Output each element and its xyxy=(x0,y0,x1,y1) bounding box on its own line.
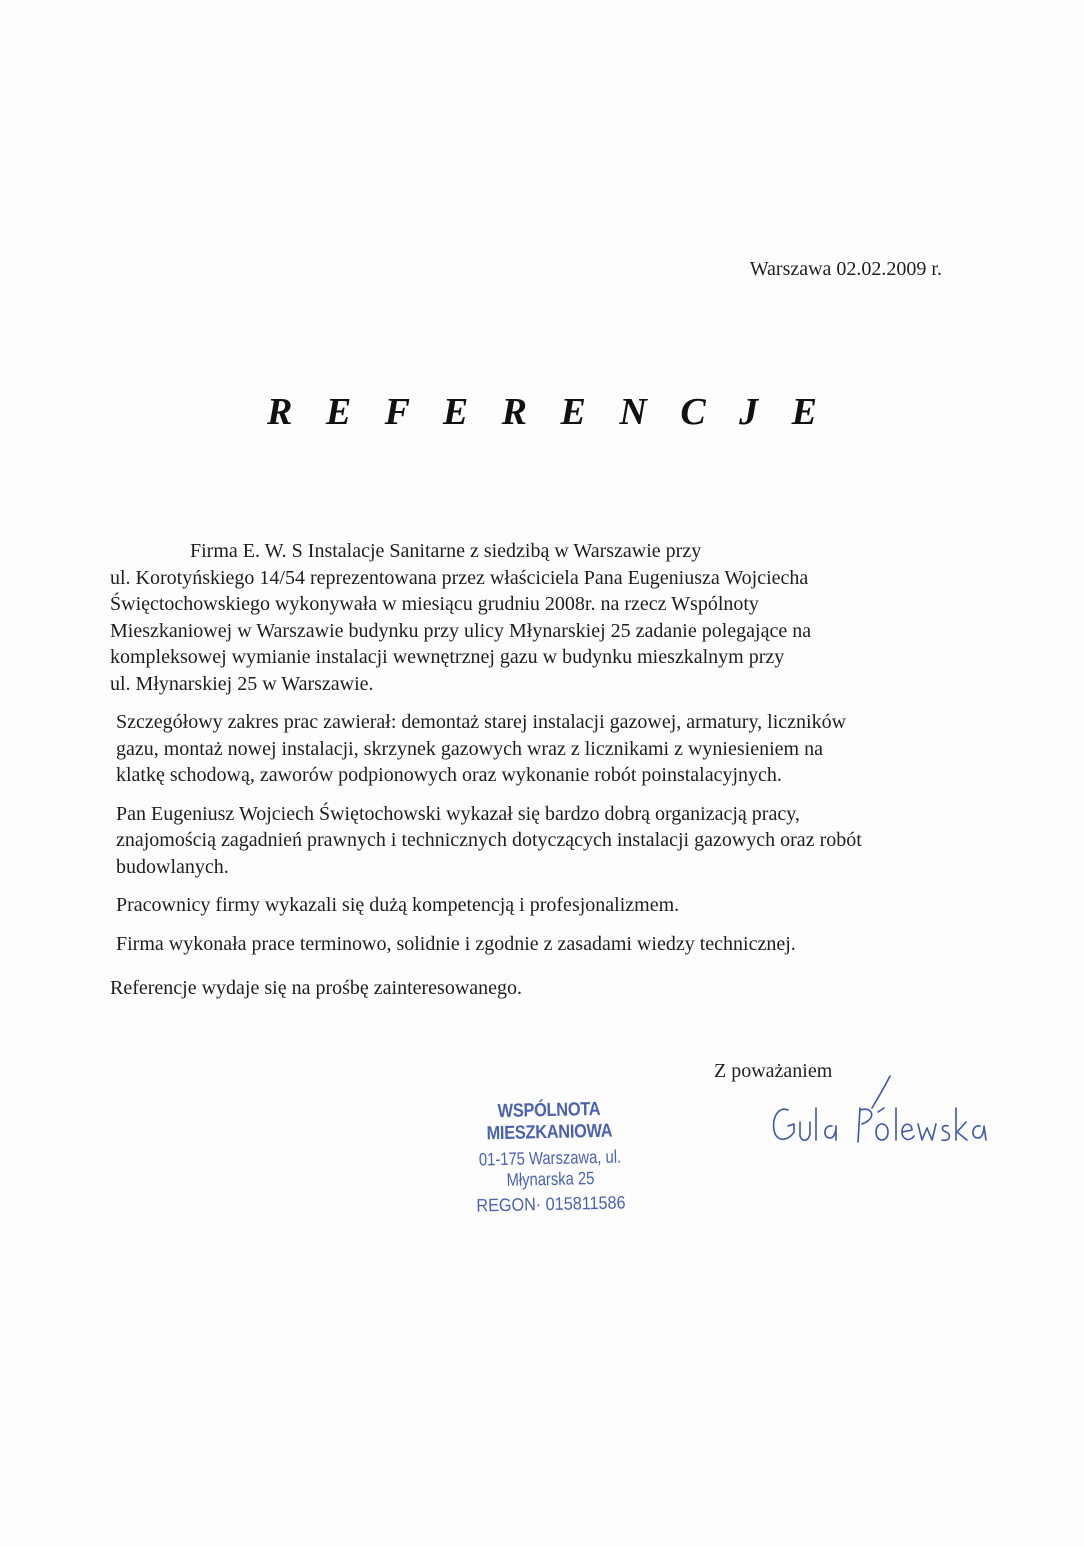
text-line: Mieszkaniowej w Warszawie budynku przy ulicy Młynarskiej 25 zadanie polegające na xyxy=(110,619,812,642)
paragraph-quality xyxy=(110,931,990,958)
text-line: Firma wykonała prace terminowo, solidnie i zgodnie z zasadami wiedzy technicznej. xyxy=(116,932,796,955)
paragraph-issued xyxy=(110,975,990,1002)
paragraph-organization xyxy=(110,801,990,881)
text-line: Święctochowskiego wykonywała w miesiącu grudniu 2008r. na rzecz Wspólnoty xyxy=(110,593,759,615)
stamp-line-address: 01-175 Warszawa, ul. Młynarska 25 xyxy=(478,1146,622,1190)
document-title: R E F E R E N C J E xyxy=(266,391,830,433)
association-stamp xyxy=(419,1097,681,1217)
text-line: Pracownicy firmy wykazali się dużą kompetencją i profesjonalizmem. xyxy=(116,894,680,916)
text-line: Referencje wydaje się na prośbę zainteresowanego. xyxy=(110,977,523,999)
handwritten-signature xyxy=(760,1072,990,1162)
paragraph-scope xyxy=(110,709,990,789)
paragraph-intro xyxy=(110,538,990,697)
text-line: budowlanych. xyxy=(116,855,229,878)
paragraph-staff xyxy=(110,892,990,919)
text-line: Pan Eugeniusz Wojciech Świętochowski wykazał się bardzo dobrą organizacją pracy, xyxy=(116,802,800,825)
text-line: znajomością zagadnień prawnych i technicznych dotyczących instalacji gazowych oraz robót xyxy=(116,829,862,851)
closing-salutation: Z poważaniem xyxy=(714,1060,833,1082)
text-line: ul. Korotyńskiego 14/54 reprezentowana przez właściciela Pana Eugeniusza Wojciecha xyxy=(110,566,809,589)
document-body xyxy=(110,538,990,1014)
text-line: ul. Młynarskiej 25 w Warszawie. xyxy=(110,672,374,695)
document-date: Warszawa 02.02.2009 r. xyxy=(749,258,942,280)
text-line: Firma E. W. S Instalacje Sanitarne z siedzibą w Warszawie przy xyxy=(190,540,702,562)
stamp-line-name: WSPÓLNOTA MIESZKANIOWA xyxy=(486,1098,613,1145)
text-line: Szczegółowy zakres prac zawierał: demontaż starej instalacji gazowej, armatury, liczników xyxy=(116,711,847,733)
text-line: gazu, montaż nowej instalacji, skrzynek gazowych wraz z licznikami z wyniesieniem na xyxy=(116,737,823,760)
text-line: klatkę schodową, zaworów podpionowych oraz wykonanie robót poinstalacyjnych. xyxy=(116,764,782,786)
text-line: kompleksowej wymianie instalacji wewnętrznej gazu w budynku mieszkalnym przy xyxy=(110,646,785,668)
stamp-line-regon: REGON· 015811586 xyxy=(476,1192,626,1216)
